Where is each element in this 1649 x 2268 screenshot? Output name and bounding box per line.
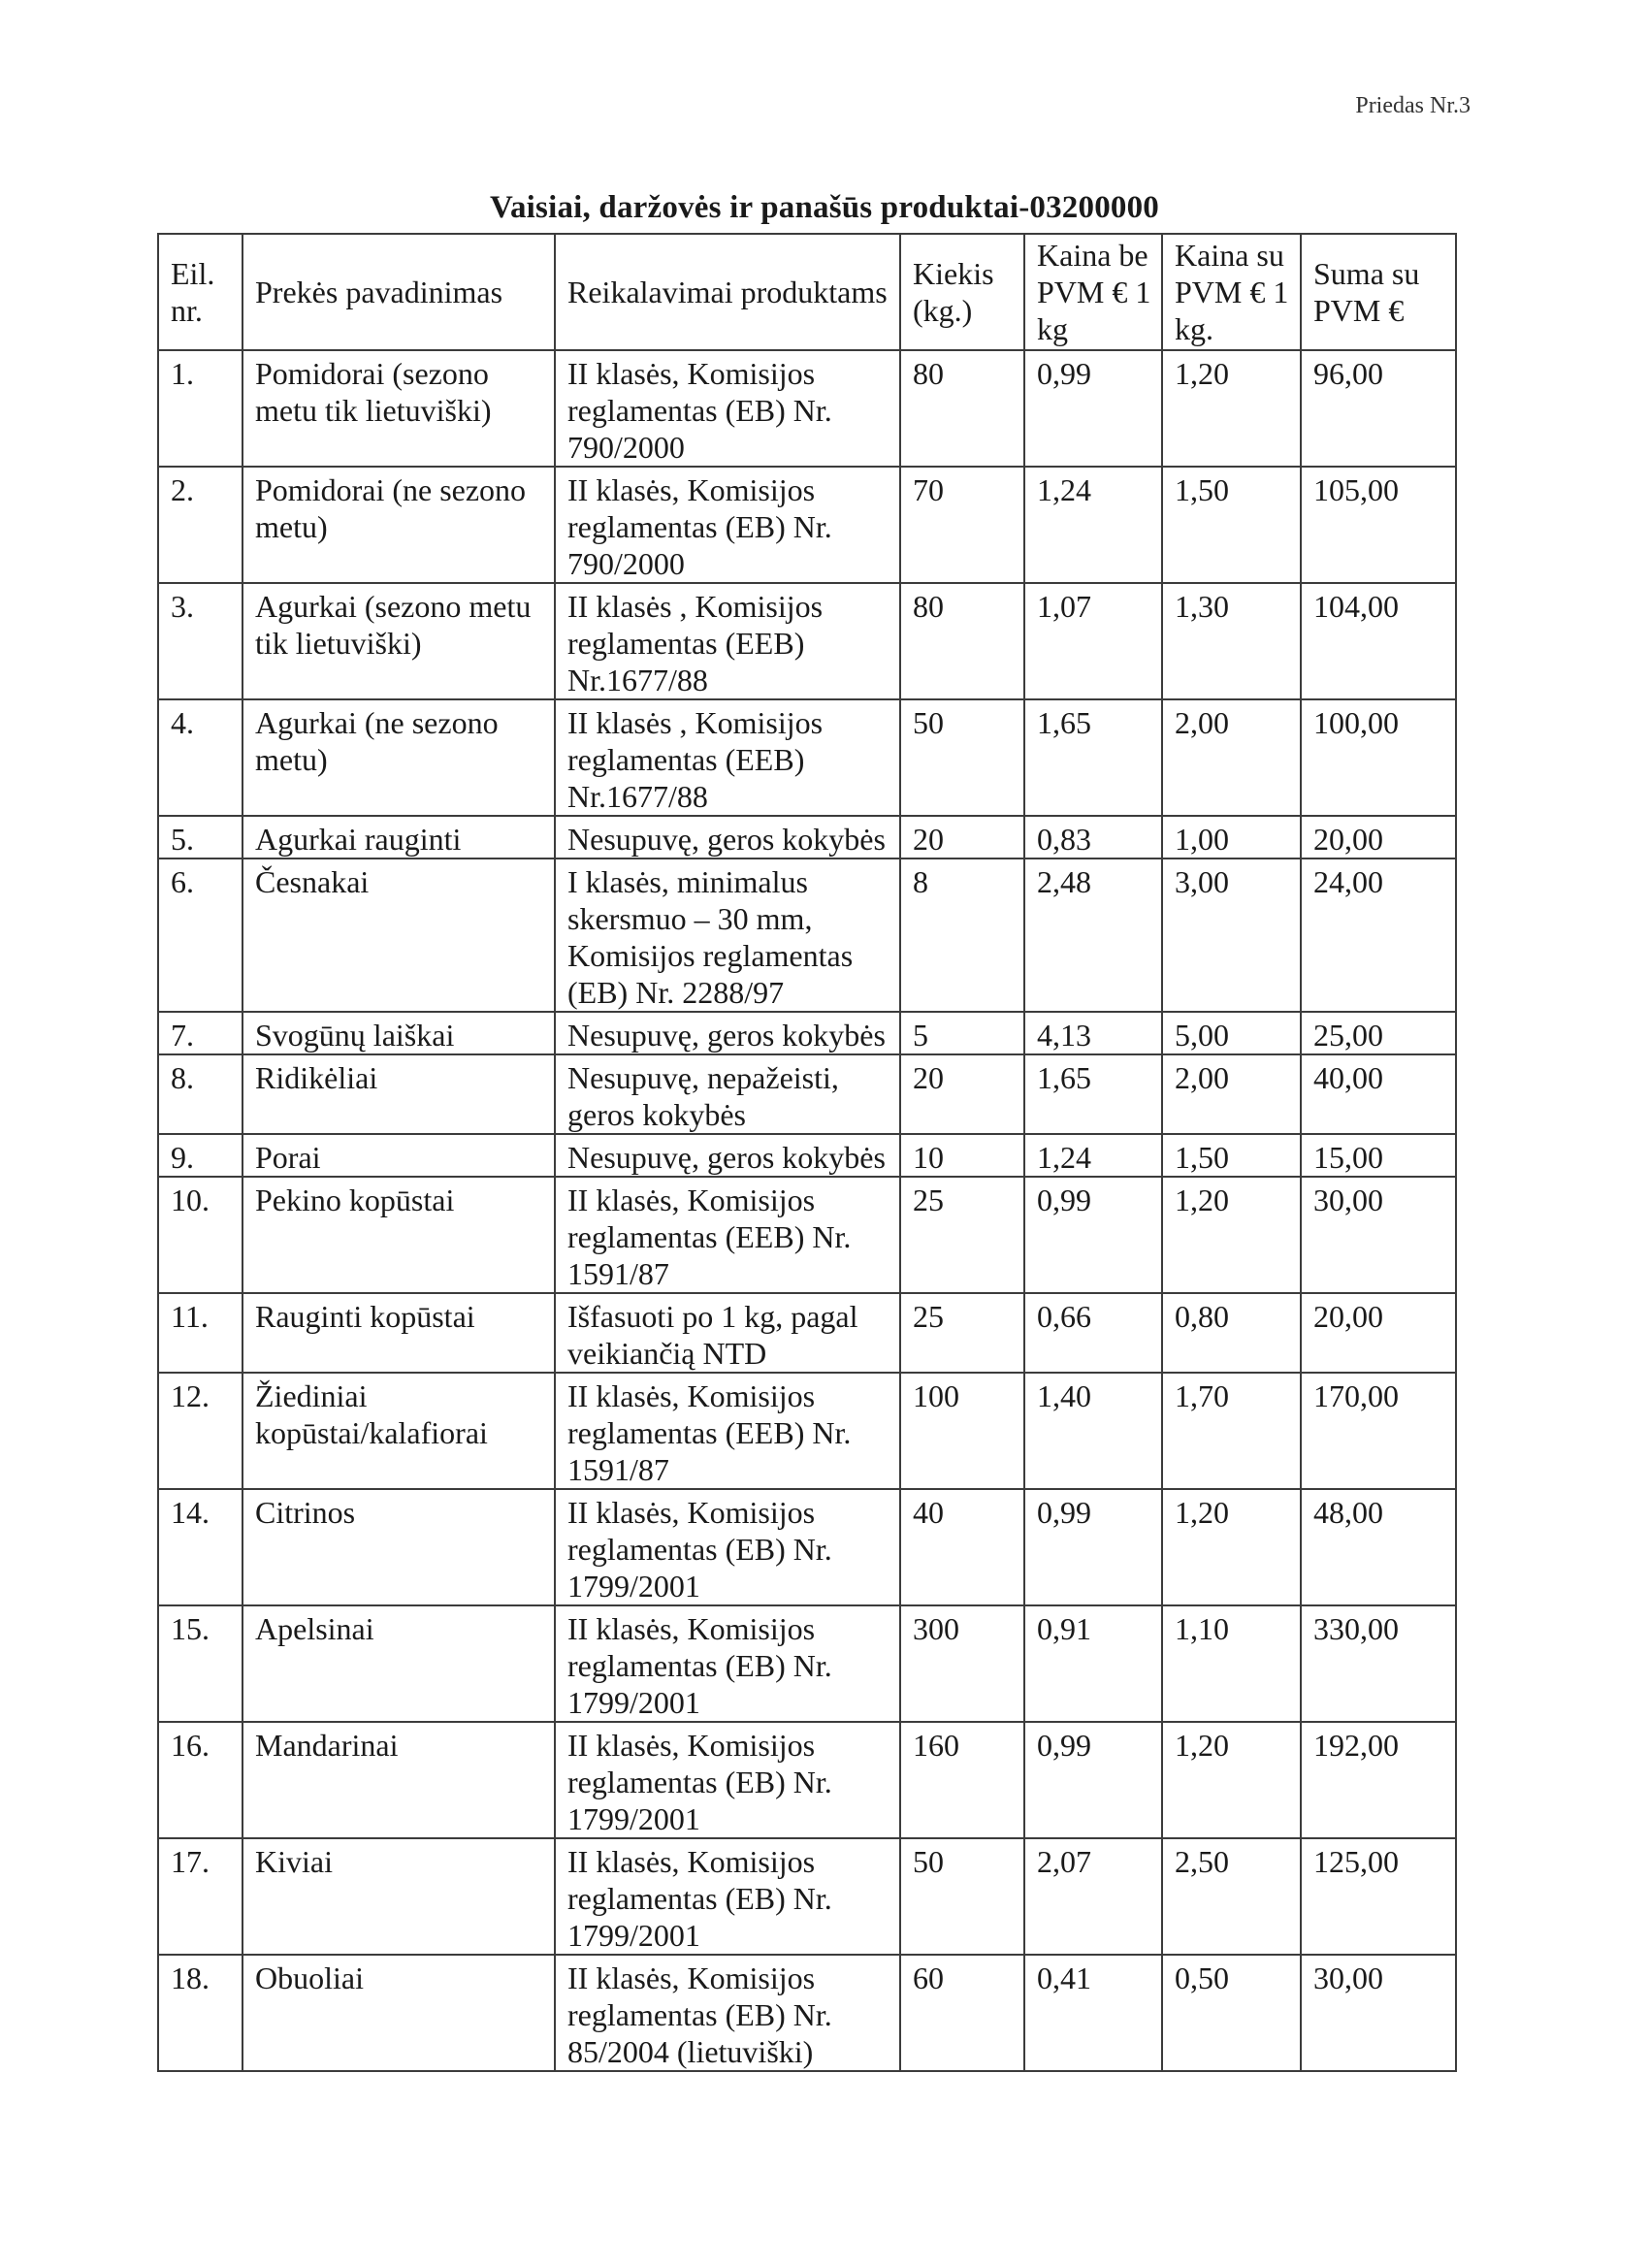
table-row — [158, 1489, 1456, 1605]
table-row — [158, 1722, 1456, 1838]
cell-total: 330,00 — [1301, 1605, 1456, 1722]
cell-requirements: Nesupuvę, geros kokybės — [555, 1134, 900, 1177]
cell-quantity: 40 — [900, 1489, 1024, 1605]
header-quantity: Kiekis (kg.) — [900, 234, 1024, 350]
cell-price-incl-vat: 2,00 — [1162, 699, 1301, 816]
cell-no: 9. — [158, 1134, 242, 1177]
cell-quantity: 100 — [900, 1373, 1024, 1489]
cell-total: 20,00 — [1301, 816, 1456, 859]
table-row — [158, 1134, 1456, 1177]
cell-no: 12. — [158, 1373, 242, 1489]
table-row — [158, 1054, 1456, 1134]
cell-total: 104,00 — [1301, 583, 1456, 699]
cell-name: Ridikėliai — [242, 1054, 555, 1134]
cell-quantity: 50 — [900, 699, 1024, 816]
cell-requirements: Nesupuvę, geros kokybės — [555, 816, 900, 859]
header-no: Eil. nr. — [158, 234, 242, 350]
cell-price-incl-vat: 1,30 — [1162, 583, 1301, 699]
cell-price-incl-vat: 1,10 — [1162, 1605, 1301, 1722]
cell-price-excl-vat: 0,99 — [1024, 1489, 1162, 1605]
cell-name: Rauginti kopūstai — [242, 1293, 555, 1373]
cell-quantity: 80 — [900, 350, 1024, 467]
cell-total: 48,00 — [1301, 1489, 1456, 1605]
cell-requirements: II klasės, Komisijos reglamentas (EEB) Nr. 1591/87 — [555, 1373, 900, 1489]
cell-name: Apelsinai — [242, 1605, 555, 1722]
cell-no: 5. — [158, 816, 242, 859]
cell-total: 30,00 — [1301, 1177, 1456, 1293]
cell-total: 96,00 — [1301, 350, 1456, 467]
cell-quantity: 160 — [900, 1722, 1024, 1838]
cell-price-incl-vat: 1,20 — [1162, 350, 1301, 467]
cell-quantity: 20 — [900, 816, 1024, 859]
cell-requirements: II klasės, Komisijos reglamentas (EB) Nr. 1799/2001 — [555, 1489, 900, 1605]
table-row — [158, 583, 1456, 699]
cell-price-excl-vat: 0,99 — [1024, 350, 1162, 467]
cell-name: Pomidorai (sezono metu tik lietuviški) — [242, 350, 555, 467]
cell-no: 11. — [158, 1293, 242, 1373]
cell-requirements: II klasės, Komisijos reglamentas (EB) Nr. 790/2000 — [555, 467, 900, 583]
cell-no: 2. — [158, 467, 242, 583]
header-name: Prekės pavadinimas — [242, 234, 555, 350]
table-row — [158, 1293, 1456, 1373]
cell-quantity: 80 — [900, 583, 1024, 699]
table-row — [158, 859, 1456, 1012]
cell-price-excl-vat: 0,91 — [1024, 1605, 1162, 1722]
cell-price-excl-vat: 2,07 — [1024, 1838, 1162, 1955]
cell-total: 24,00 — [1301, 859, 1456, 1012]
cell-total: 105,00 — [1301, 467, 1456, 583]
cell-price-excl-vat: 0,99 — [1024, 1722, 1162, 1838]
cell-price-incl-vat: 5,00 — [1162, 1012, 1301, 1054]
cell-quantity: 60 — [900, 1955, 1024, 2071]
table-row — [158, 350, 1456, 467]
cell-requirements: II klasės, Komisijos reglamentas (EB) Nr. 790/2000 — [555, 350, 900, 467]
cell-no: 6. — [158, 859, 242, 1012]
cell-price-excl-vat: 0,83 — [1024, 816, 1162, 859]
table-header-row — [158, 234, 1456, 350]
cell-price-incl-vat: 2,00 — [1162, 1054, 1301, 1134]
cell-requirements: II klasės , Komisijos reglamentas (EEB) Nr.1677/88 — [555, 699, 900, 816]
cell-name: Česnakai — [242, 859, 555, 1012]
cell-name: Obuoliai — [242, 1955, 555, 2071]
cell-price-excl-vat: 1,07 — [1024, 583, 1162, 699]
cell-price-incl-vat: 1,50 — [1162, 1134, 1301, 1177]
cell-quantity: 10 — [900, 1134, 1024, 1177]
table-row — [158, 1605, 1456, 1722]
cell-quantity: 5 — [900, 1012, 1024, 1054]
cell-price-incl-vat: 0,50 — [1162, 1955, 1301, 2071]
cell-price-excl-vat: 0,99 — [1024, 1177, 1162, 1293]
cell-price-excl-vat: 1,24 — [1024, 467, 1162, 583]
cell-no: 10. — [158, 1177, 242, 1293]
cell-price-incl-vat: 1,20 — [1162, 1489, 1301, 1605]
cell-price-excl-vat: 2,48 — [1024, 859, 1162, 1012]
cell-price-excl-vat: 1,65 — [1024, 699, 1162, 816]
cell-quantity: 25 — [900, 1293, 1024, 1373]
cell-quantity: 25 — [900, 1177, 1024, 1293]
cell-name: Porai — [242, 1134, 555, 1177]
cell-price-incl-vat: 2,50 — [1162, 1838, 1301, 1955]
cell-total: 125,00 — [1301, 1838, 1456, 1955]
cell-name: Žiediniai kopūstai/kalafiorai — [242, 1373, 555, 1489]
cell-price-incl-vat: 1,70 — [1162, 1373, 1301, 1489]
cell-quantity: 50 — [900, 1838, 1024, 1955]
cell-price-excl-vat: 4,13 — [1024, 1012, 1162, 1054]
cell-requirements: Nesupuvę, geros kokybės — [555, 1012, 900, 1054]
header-total: Suma su PVM € — [1301, 234, 1456, 350]
cell-no: 16. — [158, 1722, 242, 1838]
cell-name: Citrinos — [242, 1489, 555, 1605]
table-row — [158, 1955, 1456, 2071]
cell-name: Agurkai rauginti — [242, 816, 555, 859]
cell-quantity: 70 — [900, 467, 1024, 583]
cell-total: 25,00 — [1301, 1012, 1456, 1054]
cell-requirements: II klasės, Komisijos reglamentas (EB) Nr. 1799/2001 — [555, 1722, 900, 1838]
cell-price-excl-vat: 1,40 — [1024, 1373, 1162, 1489]
cell-requirements: Išfasuoti po 1 kg, pagal veikiančią NTD — [555, 1293, 900, 1373]
annex-label: Priedas Nr.3 — [1355, 93, 1471, 118]
header-price-excl-vat: Kaina be PVM € 1 kg — [1024, 234, 1162, 350]
cell-price-incl-vat: 1,20 — [1162, 1177, 1301, 1293]
header-price-incl-vat: Kaina su PVM € 1 kg. — [1162, 234, 1301, 350]
cell-no: 18. — [158, 1955, 242, 2071]
cell-requirements: Nesupuvę, nepažeisti, geros kokybės — [555, 1054, 900, 1134]
cell-name: Kiviai — [242, 1838, 555, 1955]
cell-no: 15. — [158, 1605, 242, 1722]
products-table — [157, 233, 1457, 2072]
cell-total: 170,00 — [1301, 1373, 1456, 1489]
cell-name: Mandarinai — [242, 1722, 555, 1838]
cell-requirements: II klasės, Komisijos reglamentas (EB) Nr. 1799/2001 — [555, 1838, 900, 1955]
cell-no: 17. — [158, 1838, 242, 1955]
table-row — [158, 1177, 1456, 1293]
cell-no: 4. — [158, 699, 242, 816]
cell-price-incl-vat: 0,80 — [1162, 1293, 1301, 1373]
table-row — [158, 816, 1456, 859]
cell-no: 14. — [158, 1489, 242, 1605]
cell-name: Pekino kopūstai — [242, 1177, 555, 1293]
cell-name: Pomidorai (ne sezono metu) — [242, 467, 555, 583]
cell-no: 3. — [158, 583, 242, 699]
document-title: Vaisiai, daržovės ir panašūs produktai-03200000 — [489, 190, 1159, 225]
cell-total: 40,00 — [1301, 1054, 1456, 1134]
cell-price-incl-vat: 1,00 — [1162, 816, 1301, 859]
cell-requirements: I klasės, minimalus skersmuo – 30 mm, Komisijos reglamentas (EB) Nr. 2288/97 — [555, 859, 900, 1012]
cell-total: 20,00 — [1301, 1293, 1456, 1373]
cell-name: Agurkai (sezono metu tik lietuviški) — [242, 583, 555, 699]
cell-price-excl-vat: 0,66 — [1024, 1293, 1162, 1373]
cell-requirements: II klasės, Komisijos reglamentas (EEB) Nr. 1591/87 — [555, 1177, 900, 1293]
cell-price-incl-vat: 1,50 — [1162, 467, 1301, 583]
cell-no: 1. — [158, 350, 242, 467]
cell-requirements: II klasės, Komisijos reglamentas (EB) Nr. 85/2004 (lietuviški) — [555, 1955, 900, 2071]
table-row — [158, 699, 1456, 816]
table-row — [158, 467, 1456, 583]
cell-total: 30,00 — [1301, 1955, 1456, 2071]
cell-name: Svogūnų laiškai — [242, 1012, 555, 1054]
cell-quantity: 20 — [900, 1054, 1024, 1134]
table-row — [158, 1373, 1456, 1489]
cell-no: 8. — [158, 1054, 242, 1134]
cell-price-incl-vat: 3,00 — [1162, 859, 1301, 1012]
header-requirements: Reikalavimai produktams — [555, 234, 900, 350]
cell-total: 15,00 — [1301, 1134, 1456, 1177]
table-body — [158, 350, 1456, 2071]
cell-price-excl-vat: 0,41 — [1024, 1955, 1162, 2071]
cell-quantity: 8 — [900, 859, 1024, 1012]
cell-name: Agurkai (ne sezono metu) — [242, 699, 555, 816]
cell-price-excl-vat: 1,65 — [1024, 1054, 1162, 1134]
cell-quantity: 300 — [900, 1605, 1024, 1722]
cell-total: 100,00 — [1301, 699, 1456, 816]
cell-requirements: II klasės, Komisijos reglamentas (EB) Nr. 1799/2001 — [555, 1605, 900, 1722]
cell-total: 192,00 — [1301, 1722, 1456, 1838]
cell-requirements: II klasės , Komisijos reglamentas (EEB) Nr.1677/88 — [555, 583, 900, 699]
cell-price-excl-vat: 1,24 — [1024, 1134, 1162, 1177]
cell-price-incl-vat: 1,20 — [1162, 1722, 1301, 1838]
table-row — [158, 1838, 1456, 1955]
cell-no: 7. — [158, 1012, 242, 1054]
table-row — [158, 1012, 1456, 1054]
